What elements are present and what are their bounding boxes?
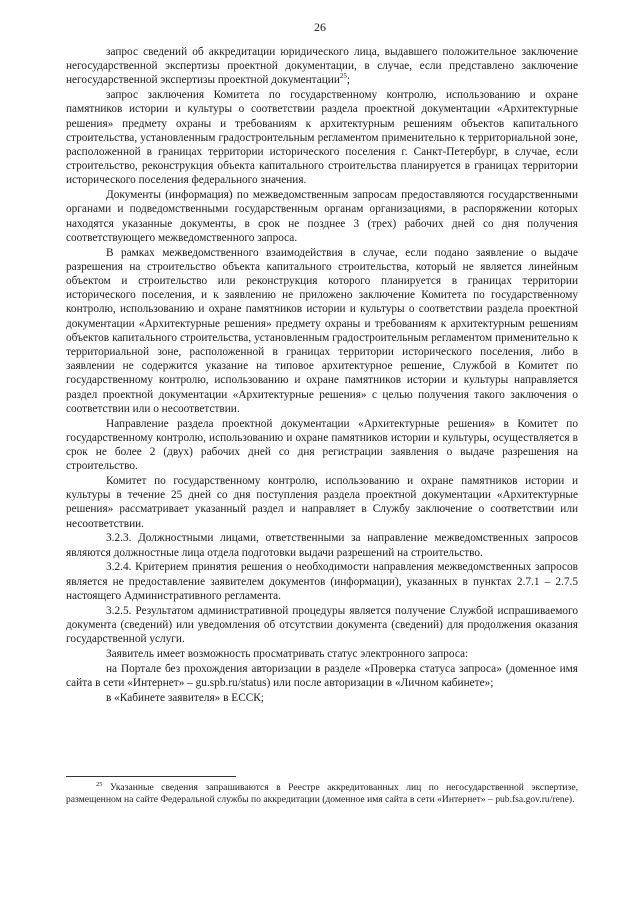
paragraph-3-2-4: 3.2.4. Критерием принятия решения о необходимости направления межведомственных запросов является не предоставление заявителем документов (информации), указанных в пунктах 2.7.1 – 2.7.5 настоящего Административного регламента. <box>66 561 578 602</box>
paragraph-status-intro: Заявитель имеет возможность просматривать статус электронного запроса: <box>106 647 469 660</box>
footnote-marker: 25 <box>96 780 103 788</box>
footnote-text: Указанные сведения запрашиваются в Реестре аккредитованных лиц по негосударственной экспертизе, размещенном на сайте Федеральной службы по аккредитации (доменное имя сайта в сети «Интернет» – pub.fsa.gov.ru/rene). <box>66 782 578 805</box>
footnote-25 <box>66 782 578 806</box>
paragraph-section-submission: Направление раздела проектной документации «Архитектурные решения» в Комитет по государственному контролю, использованию и охране памятников истории и культуры, осуществляется в срок не более 2 (двух) рабочих дней со дня регистрации заявления о выдаче разрешения на строительство. <box>66 417 578 473</box>
paragraph-status-essk: в «Кабинете заявителя» в ЕССК; <box>106 691 264 704</box>
paragraph-3-2-5: 3.2.5. Результатом административной процедуры является получение Службой испрашиваемого документа (сведений) или уведомления об отсутствии документа (сведений) для продолжения оказания государственной услуги. <box>66 604 578 646</box>
paragraph-interagency-interaction: В рамках межведомственного взаимодействия в случае, если подано заявление о выдаче разрешения на строительство объекта капитального строительства, который не является линейным объектом и строительство или реконструкция которого планируется в границах территории исторического поселения, и к заявлению не приложено заключение Комитета по государственному контролю, использованию и охране памятников истории и культуры о соответствии раздела проектной документации «Архитектурные решения» предмету охраны и требованиям к архитектурным решениям объектов капитального строительства, установленным градостроительным регламентом применительно к территориальной зоне, расположенной в границах территории исторического поселения, либо в заявлении не содержится указание на типовое архитектурное решение, Службой в Комитет по государственному контролю, использованию и охране памятников истории и культуры направляется раздел проектной документации «Архитектурные решения» с целью получения такого заключения о соответствии или о несоответствии. <box>66 246 578 415</box>
paragraph-request-committee-conclusion: запрос заключения Комитета по государственному контролю, использованию и охране памятников истории и культуры о соответствии раздела проектной документации «Архитектурные решения» предмету охраны и требованиям к архитектурным решениям объектов капитального строительства, установленным градостроительным регламентом применительно к территориальной зоне, расположенной в границах территории исторического поселения г. Санкт-Петербург, в случае, если строительство, реконструкция объекта капитального строительства планируется в границах территории исторического поселения федерального значения. <box>66 89 578 187</box>
page-number: 26 <box>314 20 326 34</box>
paragraph-status-portal: на Портале без прохождения авторизации в разделе «Проверка статуса запроса» (доменное имя сайта в сети «Интернет» – gu.spb.ru/status) или после авторизации в «Личном кабинете»; <box>66 662 578 689</box>
paragraph-documents-provision: Документы (информация) по межведомственным запросам предоставляются государственными органами и подведомственными государственным органам организациями, в распоряжении которых находятся указанные документы, в срок не позднее 3 (трех) рабочих дней со дня получения соответствующего межведомственного запроса. <box>66 189 578 244</box>
paragraph-3-2-3: 3.2.3. Должностными лицами, ответственными за направление межведомственных запросов являются должностные лица отдела подготовки выдачи разрешений на строительство. <box>66 532 578 559</box>
paragraph-request-accreditation: запрос сведений об аккредитации юридического лица, выдавшего положительное заключение негосударственной экспертизы проектной документации, в случае, если представлено заключение негосударственной экспертизы проектной документации$^{25}$; <box>66 46 578 87</box>
paragraph-committee-review: Комитет по государственному контролю, использованию и охране памятников истории и культуры в течение 25 дней со дня поступления раздела проектной документации «Архитектурные решения» рассматривает указанный раздел и направляет в Службу заключение о соответствии или несоответствии. <box>66 475 578 530</box>
footnote-reference: 25 <box>339 72 347 81</box>
document-body <box>66 45 578 705</box>
footnote-divider <box>66 776 236 777</box>
